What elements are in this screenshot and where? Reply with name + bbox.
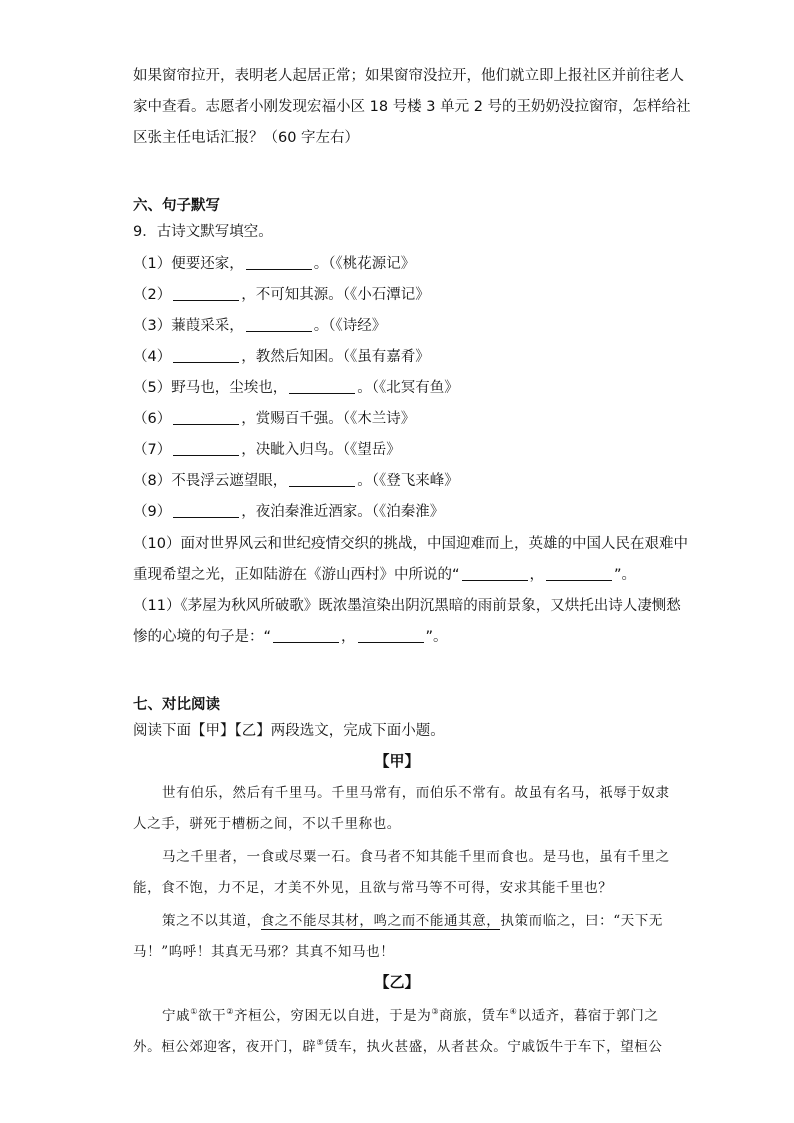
question-9: 9．古诗文默写填空。: [133, 224, 273, 240]
answer-blank[interactable]: [246, 255, 312, 270]
answer-blank[interactable]: [358, 628, 424, 643]
item-suffix: ，赏赐百千强。（《木兰诗》: [241, 411, 416, 427]
jia-p3-text-end: 执策而临之，曰：“天下无: [500, 913, 664, 929]
answer-blank[interactable]: [173, 503, 239, 518]
item-number: （5）: [133, 380, 172, 396]
item-number: （6）: [133, 411, 172, 427]
intro-line-3: 区张主任电话汇报？（60 字左右）: [133, 130, 360, 146]
underlined-sentence: 食之不能尽其材，鸣之而不能通其意，: [260, 913, 501, 929]
item-11-line-1: （11）《茅屋为秋风所破歌》既浓墨渲染出阴沉黑暗的雨前景象，又烘托出诗人凄恻愁: [133, 598, 681, 614]
answer-blank[interactable]: [289, 472, 355, 487]
item-11-line-2: [133, 627, 448, 647]
item-suffix: ，决眦入归鸟。（《望岳》: [241, 442, 401, 458]
item-number: （4）: [133, 349, 172, 365]
jia-paragraph-1-line-2: 人之手，骈死于槽枥之间，不以千里称也。: [133, 816, 401, 832]
footnote-marker: ③: [431, 1007, 440, 1016]
answer-blank[interactable]: [462, 566, 528, 581]
yi-text: 赁车，执火甚盛，从者甚众。宁戚饭牛于车下，望桓公: [324, 1039, 663, 1055]
intro-line-1: 如果窗帘拉开，表明老人起居正常；如果窗帘没拉开，他们就立即上报社区并前往老人: [133, 68, 684, 84]
answer-blank[interactable]: [173, 441, 239, 456]
item-11-text: 惨的心境的句子是：“: [133, 629, 272, 645]
item-10-line-1: （10）面对世界风云和世纪疫情交织的挑战，中国迎难而上，英雄的中国人民在艰难中: [133, 536, 688, 552]
yi-text: 以适齐，暮宿于郭门之: [517, 1008, 659, 1024]
item-number: （7）: [133, 442, 172, 458]
item-number: （1）: [133, 256, 172, 272]
reading-instruction: 阅读下面【甲】【乙】两段选文，完成下面小题。: [133, 723, 445, 739]
answer-blank[interactable]: [246, 317, 312, 332]
item-suffix: 。（《北冥有鱼》: [357, 380, 459, 396]
fill-in-item: [133, 347, 430, 367]
fill-in-item: [133, 254, 415, 274]
answer-blank[interactable]: [173, 410, 239, 425]
item-10-line-2: [133, 565, 636, 585]
fill-in-item: [133, 409, 415, 429]
item-10-end: ”。: [614, 567, 637, 583]
jia-paragraph-2-line-2: 能，食不饱，力不足，才美不外见，且欲与常马等不可得，安求其能千里也？: [133, 880, 613, 896]
footnote-marker: ①: [190, 1007, 198, 1016]
item-number: （2）: [133, 287, 172, 303]
jia-paragraph-2-line-1: 马之千里者，一食或尽粟一石。食马者不知其能千里而食也。是马也，虽有千里之: [162, 849, 670, 865]
footnote-marker: ⑤: [316, 1038, 325, 1047]
item-prefix: 野马也，尘埃也，: [171, 380, 288, 396]
yi-text: 商旅，赁车: [439, 1008, 510, 1024]
passage-yi-title: 【乙】: [374, 973, 420, 991]
item-10-separator: ，: [529, 567, 545, 583]
jia-paragraph-1-line-1: 世有伯乐，然后有千里马。千里马常有，而伯乐不常有。故虽有名马，祇辱于奴隶: [162, 785, 670, 801]
item-suffix: ，教然后知困。（《虽有嘉肴》: [241, 349, 430, 365]
fill-in-item: [133, 378, 459, 398]
item-number: （9）: [133, 504, 172, 520]
yi-line-2: [133, 1037, 663, 1057]
yi-text: 齐桓公，穷困无以自进，于是为: [233, 1008, 432, 1024]
fill-in-item: [133, 502, 444, 522]
item-suffix: 。（《登飞来峰》: [357, 473, 459, 489]
item-11-separator: ，: [341, 629, 356, 645]
item-number: （3）: [133, 318, 172, 334]
answer-blank[interactable]: [273, 628, 339, 643]
footnote-marker: ②: [226, 1007, 234, 1016]
jia-paragraph-3-line-2: 马！”呜呼！其真无马邪？其真不知马也！: [133, 944, 395, 960]
jia-p3-text: 策之不以其道，: [162, 913, 261, 929]
answer-blank[interactable]: [289, 379, 355, 394]
item-number: （8）: [133, 473, 172, 489]
section-6-heading: 六、句子默写: [133, 198, 220, 214]
footnote-marker: ④: [509, 1007, 518, 1016]
section-7-heading: 七、对比阅读: [133, 697, 220, 713]
fill-in-item: [133, 316, 386, 336]
item-10-text: 重现希望之光，正如陆游在《游山西村》中所说的“: [133, 567, 460, 583]
item-prefix: 不畏浮云遮望眼，: [171, 473, 288, 489]
yi-text: 欲干: [197, 1008, 227, 1024]
yi-text: 外。桓公郊迎客，夜开门，辟: [133, 1039, 317, 1055]
intro-line-2: 家中查看。志愿者小刚发现宏福小区 18 号楼 3 单元 2 号的王奶奶没拉窗帘，怎样给社: [133, 99, 691, 115]
item-suffix: ，夜泊秦淮近酒家。（《泊秦淮》: [241, 504, 445, 520]
item-suffix: 。（《桃花源记》: [313, 256, 416, 272]
passage-jia-title: 【甲】: [374, 752, 420, 770]
item-11-end: ”。: [425, 629, 448, 645]
item-prefix: 便要还家，: [171, 256, 244, 272]
fill-in-item: [133, 440, 401, 460]
yi-line-1: [162, 1006, 658, 1026]
answer-blank[interactable]: [173, 348, 239, 363]
item-suffix: ，不可知其源。（《小石潭记》: [241, 287, 430, 303]
fill-in-item: [133, 471, 459, 491]
yi-text: 宁戚: [162, 1008, 191, 1024]
fill-in-item: [133, 285, 430, 305]
jia-paragraph-3-line-1: [162, 911, 663, 931]
item-prefix: 蒹葭采采，: [171, 318, 244, 334]
answer-blank[interactable]: [173, 286, 239, 301]
answer-blank[interactable]: [546, 566, 612, 581]
item-suffix: 。（《诗经》: [313, 318, 387, 334]
